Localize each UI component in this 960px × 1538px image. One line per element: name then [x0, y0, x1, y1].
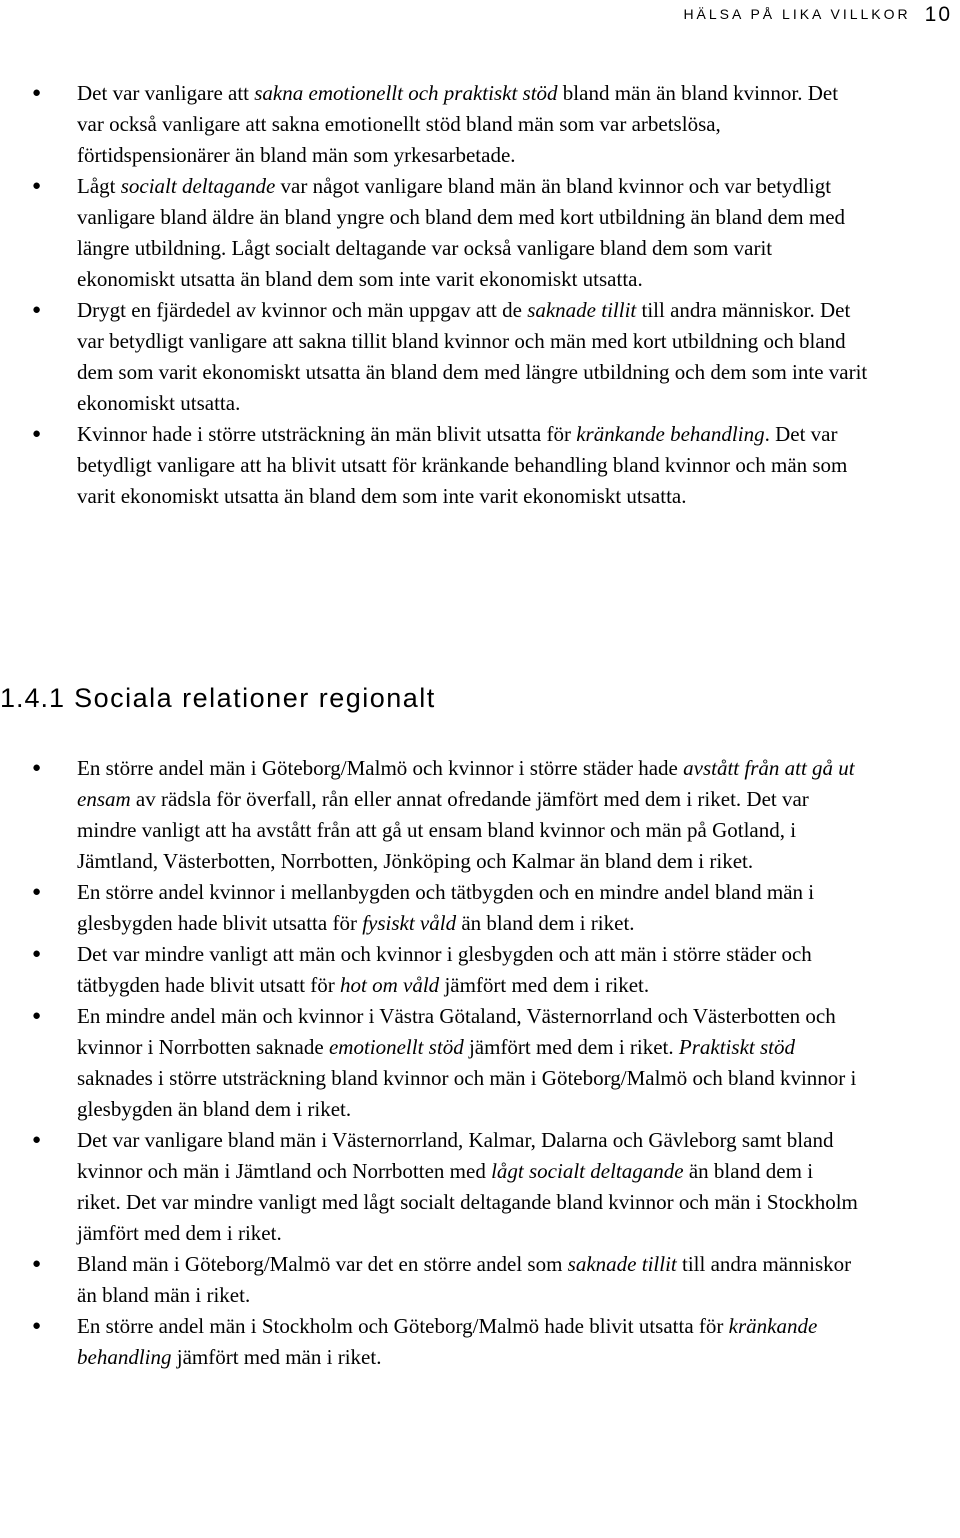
item-text: En större andel män i Göteborg/Malmö och kvinnor i större städer hade: [77, 756, 684, 780]
item-text: Bland män i Göteborg/Malmö var det en större andel som: [77, 1252, 568, 1276]
item-text: En mindre andel män och kvinnor i Västra Götaland, Västernorrland och Västerbotten och kvinnor i Norrbotten saknade: [77, 1004, 836, 1059]
bullet-icon: ●: [32, 1256, 42, 1272]
list-item: [0, 78, 870, 171]
item-emphasis: hot om våld: [340, 973, 440, 997]
item-text: var något vanligare bland män än bland kvinnor och var betydligt vanligare bland äldre än bland yngre och bland dem med kort utbildning än bland dem med längre utbildning. Lågt socialt deltagande var också vanligare bland dem som varit ekonomiskt utsatta än bland dem som inte varit ekonomiskt utsatta.: [77, 174, 846, 291]
item-emphasis: kränkande behandling: [77, 1314, 818, 1369]
item-text: . Det var betydligt vanligare att ha blivit utsatt för kränkande behandling bland kvinnor och män som varit ekonomiskt utsatta än bland dem som inte varit ekonomiskt utsatta.: [77, 422, 848, 508]
item-text: Det var vanligare att: [77, 81, 255, 105]
list-item: [0, 753, 860, 877]
item-text: jämfört med män i riket.: [171, 1345, 382, 1369]
running-header: [683, 3, 952, 27]
item-emphasis: socialt deltagande: [120, 174, 276, 198]
item-emphasis: Praktiskt stöd: [678, 1035, 795, 1059]
section-heading: [0, 683, 436, 714]
section-number: 1.4.1: [0, 683, 66, 713]
list-item: [0, 171, 870, 295]
bullet-icon: ●: [32, 884, 42, 900]
item-text: av rädsla för överfall, rån eller annat ofredande jämfört med dem i riket. Det var mindre vanligt att ha avstått från att gå ut ensam bland kvinnor och män på Gotland, i Jämtland, Västerbotten, Norrbotten, Jönköping och Kalmar än bland dem i riket.: [77, 787, 809, 873]
bullet-icon: ●: [32, 302, 42, 318]
item-text: En större andel män i Stockholm och Göteborg/Malmö hade blivit utsatta för: [77, 1314, 729, 1338]
page-number: 10: [924, 3, 952, 26]
findings-list: [0, 78, 870, 512]
bullet-icon: ●: [32, 85, 42, 101]
item-text: än bland dem i riket.: [456, 911, 635, 935]
item-text: jämfört med dem i riket.: [463, 1035, 679, 1059]
item-text: Det var vanligare bland män i Västernorrland, Kalmar, Dalarna och Gävleborg samt bland kvinnor och män i Jämtland och Norrbotten med: [77, 1128, 834, 1183]
list-item: [0, 877, 860, 939]
item-text: Drygt en fjärdedel av kvinnor och män uppgav att de: [77, 298, 528, 322]
item-emphasis: saknade tillit: [567, 1252, 677, 1276]
section-title: Sociala relationer regionalt: [74, 683, 436, 713]
item-emphasis: emotionellt stöd: [328, 1035, 464, 1059]
item-emphasis: lågt socialt deltagande: [491, 1159, 684, 1183]
item-text: till andra människor. Det var betydligt vanligare att sakna tillit bland kvinnor och män med kort utbildning och bland dem som varit ekonomiskt utsatta än bland dem med längre utbildning och dem som inte varit ekonomiskt utsatta.: [77, 298, 868, 415]
item-text: Det var mindre vanligt att män och kvinnor i glesbygden och att män i större städer och tätbygden hade blivit utsatt för: [77, 942, 812, 997]
list-item: [0, 1125, 860, 1249]
item-text: bland män än bland kvinnor. Det var också vanligare att sakna emotionellt stöd bland män som var arbetslösa, förtidspensionärer än bland män som yrkesarbetade.: [77, 81, 839, 167]
bullet-icon: ●: [32, 1318, 42, 1334]
bullet-icon: ●: [32, 1132, 42, 1148]
regional-findings-list: [0, 753, 860, 1373]
item-text: än bland dem i riket. Det var mindre vanligt med lågt socialt deltagande bland kvinnor och män i Stockholm jämfört med dem i riket.: [77, 1159, 858, 1245]
list-item: [0, 939, 860, 1001]
item-text: till andra människor än bland män i riket.: [77, 1252, 852, 1307]
bullet-icon: ●: [32, 1008, 42, 1024]
list-item: [0, 1001, 860, 1125]
item-text: En större andel kvinnor i mellanbygden och tätbygden och en mindre andel bland män i glesbygden hade blivit utsatta för: [77, 880, 815, 935]
item-emphasis: avstått från att gå ut ensam: [77, 756, 855, 811]
item-emphasis: sakna emotionellt och praktiskt stöd: [254, 81, 558, 105]
bullet-icon: ●: [32, 426, 42, 442]
bullet-icon: ●: [32, 760, 42, 776]
running-title: HÄLSA PÅ LIKA VILLKOR: [683, 6, 911, 22]
bullet-icon: ●: [32, 178, 42, 194]
item-emphasis: saknade tillit: [527, 298, 637, 322]
bullet-icon: ●: [32, 946, 42, 962]
item-text: Lågt: [77, 174, 121, 198]
list-item: [0, 1249, 860, 1311]
list-item: [0, 1311, 860, 1373]
list-item: [0, 295, 870, 419]
item-text: Kvinnor hade i större utsträckning än män blivit utsatta för: [77, 422, 577, 446]
list-item: [0, 419, 870, 512]
item-text: jämfört med dem i riket.: [439, 973, 650, 997]
item-emphasis: fysiskt våld: [362, 911, 457, 935]
item-emphasis: kränkande behandling: [576, 422, 765, 446]
item-text: saknades i större utsträckning bland kvinnor och män i Göteborg/Malmö och bland kvinnor i glesbygden än bland dem i riket.: [77, 1066, 857, 1121]
